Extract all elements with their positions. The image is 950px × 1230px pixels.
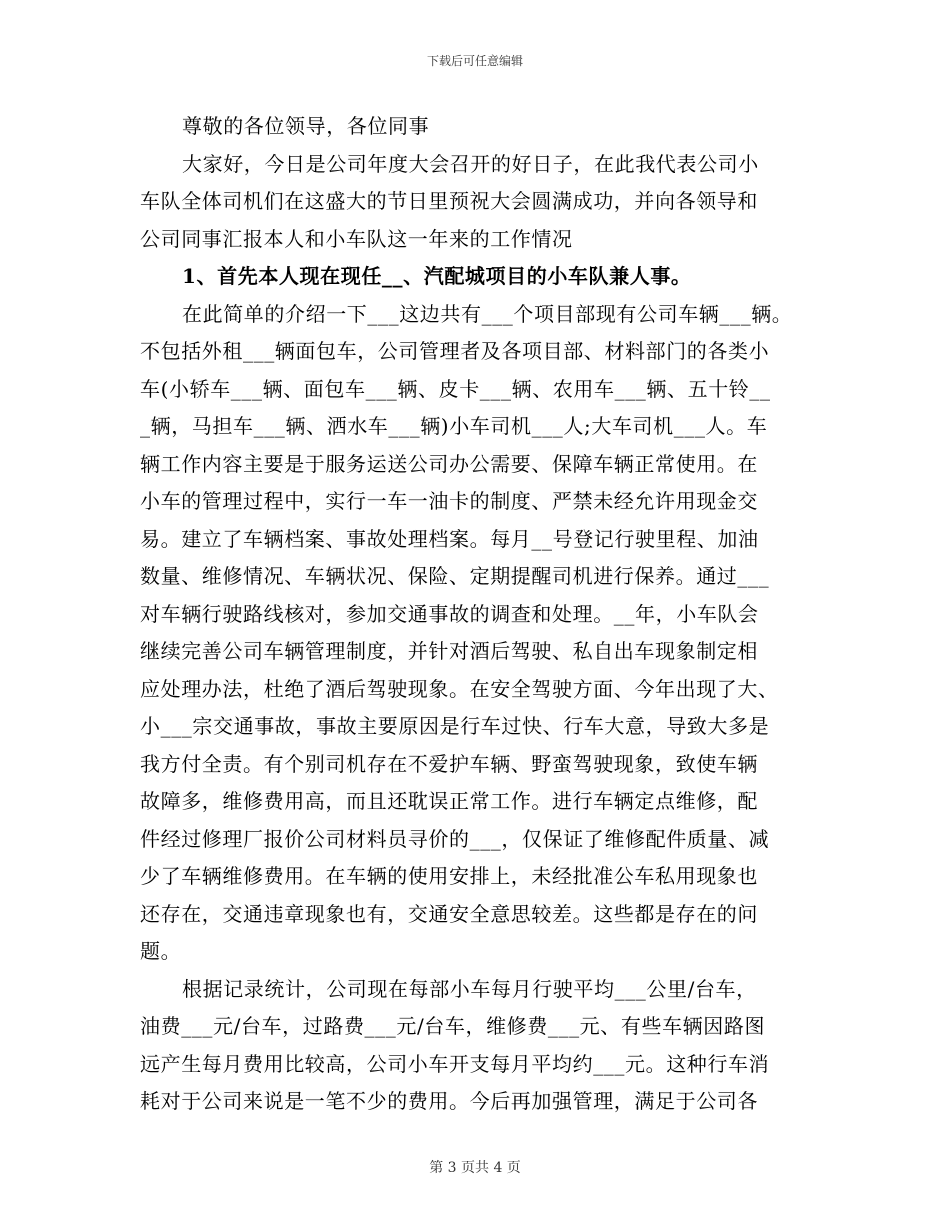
paragraph-line: 故障多，维修费用高，而且还耽误正常工作。进行车辆定点维修，配 [140,789,758,813]
paragraph-line: 件经过修理厂报价公司材料员寻价的___，仅保证了维修配件质量、减 [140,826,770,851]
paragraph-line: 应处理办法，杜绝了酒后驾驶现象。在安全驾驶方面、今年出现了大、 [140,676,779,701]
paragraph-line: 远产生每月费用比较高，公司小车开支每月平均约___元。这种行车消 [140,1051,770,1076]
paragraph-line: 小车的管理过程中，实行一车一油卡的制度、严禁未经允许用现金交 [140,489,758,513]
paragraph-line: 小___宗交通事故，事故主要原因是行车过快、行车大意，导致大多是 [140,714,770,738]
paragraph-line: 少了车辆维修费用。在车辆的使用安排上，未经批准公车私用现象也 [140,864,758,888]
paragraph-line: 继续完善公司车辆管理制度，并针对酒后驾驶、私自出车现象制定相 [140,639,758,663]
paragraph-line: 在此简单的介绍一下___这边共有___个项目部现有公司车辆___辆。 [182,301,793,326]
paragraph-line: 不包括外租___辆面包车，公司管理者及各项目部、材料部门的各类小 [140,339,770,363]
paragraph-line: 大家好，今日是公司年度大会召开的好日子，在此我代表公司小 [182,151,759,176]
page-number: 第 3 页共 4 页 [429,1160,521,1176]
paragraph-line: 车(小轿车___辆、面包车___辆、皮卡___辆、农用车___辆、五十铃__ [140,376,771,401]
page-header-note: 下载后可任意编辑 [426,54,523,68]
paragraph-line: 数量、维修情况、车辆状况、保险、定期提醒司机进行保养。通过___ [140,564,770,588]
paragraph-line: _辆，马担车___辆、洒水车___辆)小车司机___人;大车司机___人。车 [140,414,768,438]
paragraph-line: 还存在，交通违章现象也有，交通安全意思较差。这些都是存在的问 [140,901,758,926]
paragraph-line: 题。 [140,939,182,963]
paragraph-line: 我方付全责。有个别司机存在不爱护车辆、野蛮驾驶现象，致使车辆 [140,751,758,776]
salutation: 尊敬的各位领导，各位同事 [182,114,430,138]
paragraph-line: 油费___元/台车，过路费___元/台车，维修费___元、有些车辆因路图 [140,1014,766,1038]
paragraph-line: 易。建立了车辆档案、事故处理档案。每月__号登记行驶里程、加油 [140,526,759,551]
paragraph-line: 车队全体司机们在这盛大的节日里预祝大会圆满成功，并向各领导和 [140,189,758,213]
paragraph-line: 对车辆行驶路线核对，参加交通事故的调查和处理。__年，小车队会 [140,601,759,626]
paragraph-line: 根据记录统计，公司现在每部小车每月行驶平均___公里/台车， [182,976,757,1001]
document-body [140,108,820,1121]
paragraph-line: 耗对于公司来说是一笔不少的费用。今后再加强管理，满足于公司各 [140,1089,758,1113]
section-heading: 1、首先本人现在现任__、汽配城项目的小车队兼人事。 [182,264,692,288]
paragraph-line: 辆工作内容主要是于服务运送公司办公需要、保障车辆正常使用。在 [140,451,758,476]
paragraph-line: 公司同事汇报本人和小车队这一年来的工作情况 [140,226,573,251]
